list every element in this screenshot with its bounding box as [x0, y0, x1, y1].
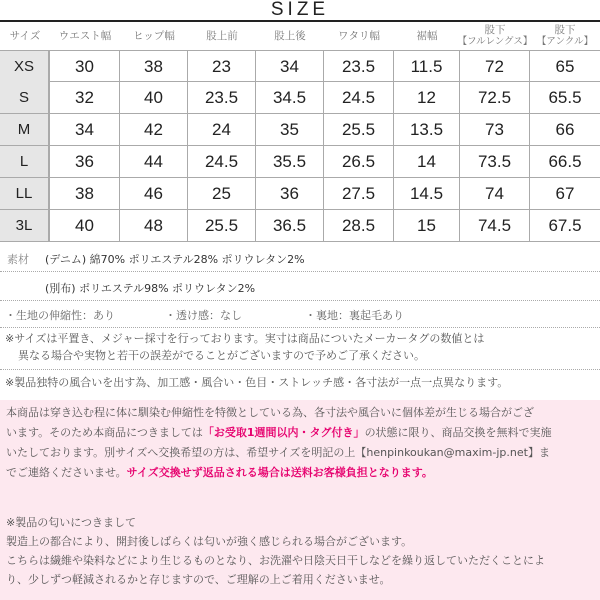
exchange-info-panel [0, 400, 600, 600]
header-label: 股上前 [206, 30, 238, 42]
text: でご連絡くださいませ。 [6, 466, 127, 479]
value-cell: 12 [394, 82, 460, 113]
exchange-condition-highlight: 「お受取1週間以内・タグ付き」 [202, 426, 365, 439]
header-inseam-ankle [530, 22, 600, 50]
value-cell: 23.5 [188, 82, 256, 113]
value-cell: 24.5 [324, 82, 394, 113]
value-cell: 35 [256, 114, 324, 145]
material-denim: (デニム) 綿70% ポリエステル28% ポリウレタン2% [45, 253, 305, 266]
value-cell: 73.5 [460, 146, 530, 177]
exchange-line2 [6, 423, 552, 442]
value-cell: 38 [120, 51, 188, 82]
table-row [0, 114, 600, 146]
value-cell: 24.5 [188, 146, 256, 177]
smell-line1: 製造上の都合により、開封後しばらくは匂いが強く感じられる場合がございます。 [6, 535, 413, 548]
value-cell: 11.5 [394, 51, 460, 82]
value-cell: 34 [256, 51, 324, 82]
header-label: ワタリ幅 [338, 30, 380, 42]
value-cell: 32 [50, 82, 120, 113]
table-row [0, 178, 600, 210]
exchange-line1: 本商品は穿き込む程に体に馴染む伸縮性を特徴としている為、各寸法や風合いに個体差が生じる場合がござ [6, 406, 534, 419]
header-inseam-full [457, 22, 533, 50]
size-table-header [0, 22, 600, 50]
value-cell: 14 [394, 146, 460, 177]
value-cell: 67.5 [548, 215, 582, 235]
value-cell: 72 [460, 51, 530, 82]
dotted-divider [0, 327, 600, 328]
value-cell: 25.5 [324, 114, 394, 145]
value-cell: 40 [50, 210, 120, 241]
value-cell: 74.5 [460, 210, 530, 241]
value-cell: 27.5 [324, 178, 394, 209]
header-size [0, 22, 50, 50]
value-cell: 23.5 [324, 51, 394, 82]
value-cell: 44 [120, 146, 188, 177]
value-cell: 13.5 [394, 114, 460, 145]
smell-line3: り、少しずつ軽減されるかと存じますので、ご理解の上ご着用くださいませ。 [6, 573, 391, 586]
value-cell: 23 [188, 51, 256, 82]
header-label: 股下 [484, 24, 506, 36]
header-back-rise [256, 22, 324, 50]
table-row [0, 146, 600, 178]
value-cell: 25.5 [188, 210, 256, 241]
size-cell: L [0, 146, 50, 177]
material-label: 素材 [7, 253, 29, 266]
smell-line2: こちらは繊維や染料などにより生じるものとなり、お洗濯や日陰天日干しなどを繰り返していただくことによ [6, 554, 545, 567]
value-cell: 40 [120, 82, 188, 113]
value-cell: 15 [394, 210, 460, 241]
header-thigh [324, 22, 394, 50]
header-label: ヒップ幅 [133, 30, 175, 42]
smell-title: ※製品の匂いにつきまして [6, 516, 136, 529]
size-cell: S [0, 82, 50, 113]
value-cell: 65 [555, 56, 575, 76]
value-cell: 74 [460, 178, 530, 209]
material-other-fabric: (別布) ポリエステル98% ポリウレタン2% [45, 282, 256, 295]
exchange-line3: いたしております。別サイズへ交換希望の方は、希望サイズを明記の上【henpinkoukan@maxim-jp.net】ま [6, 446, 550, 459]
value-cell: 24 [188, 114, 256, 145]
value-cell: 34 [50, 114, 120, 145]
value-cell: 67 [555, 183, 575, 203]
dotted-divider [0, 271, 600, 272]
value-cell: 65.5 [548, 87, 582, 107]
unique-product-note: ※製品独特の風合いを出す為、加工感・風合い・色目・ストレッチ感・各寸法が一点一点異なります。 [5, 376, 509, 389]
header-hip [120, 22, 188, 50]
value-cell: 73 [460, 114, 530, 145]
header-sublabel: 【アンクル】 [536, 36, 594, 47]
value-cell: 36.5 [256, 210, 324, 241]
value-cell: 66.5 [548, 151, 582, 171]
value-cell: 72.5 [460, 82, 530, 113]
text: います。そのため本商品につきましては [6, 426, 203, 439]
header-label: 股下 [554, 24, 576, 36]
size-cell: XS [0, 51, 50, 82]
header-label: サイズ [9, 30, 41, 42]
header-sublabel: 【フルレングス】 [457, 36, 533, 47]
property-sheerness: ・透け感：なし [165, 309, 242, 322]
value-cell: 42 [120, 114, 188, 145]
value-cell: 48 [120, 210, 188, 241]
page-title: SIZE [270, 0, 330, 20]
value-cell: 46 [120, 178, 188, 209]
size-cell: 3L [0, 210, 50, 241]
header-waist [50, 22, 120, 50]
header-hem [394, 22, 460, 50]
value-cell: 35.5 [256, 146, 324, 177]
dotted-divider [0, 300, 600, 301]
value-cell: 34.5 [256, 82, 324, 113]
text: の状態に限り、商品交換を無料で実施 [364, 426, 552, 439]
property-stretch: ・生地の伸縮性：あり [5, 309, 115, 322]
measurement-note-line1: ※サイズは平置き、メジャー採寸を行っております。実寸は商品についたメーカータグの数値とは [5, 332, 485, 345]
table-row [0, 50, 600, 82]
return-shipping-highlight: サイズ交換せず返品される場合は送料お客様負担となります。 [126, 466, 433, 479]
table-row [0, 210, 600, 242]
value-cell: 66 [555, 119, 575, 139]
value-cell: 30 [50, 51, 120, 82]
table-row [0, 82, 600, 114]
value-cell: 38 [50, 178, 120, 209]
dotted-divider [0, 369, 600, 370]
header-label: 股上後 [274, 30, 306, 42]
size-cell: M [0, 114, 50, 145]
header-label: 裾幅 [416, 30, 438, 42]
property-lining: ・裏地：裏起毛あり [305, 309, 404, 322]
size-cell: LL [0, 178, 50, 209]
measurement-note-line2: 異なる場合や実物と若干の誤差がでることがございますので予めご了承ください。 [18, 349, 425, 362]
value-cell: 28.5 [324, 210, 394, 241]
value-cell: 26.5 [324, 146, 394, 177]
value-cell: 14.5 [394, 178, 460, 209]
value-cell: 36 [256, 178, 324, 209]
header-label: ウエスト幅 [58, 30, 112, 42]
value-cell: 36 [50, 146, 120, 177]
header-front-rise [188, 22, 256, 50]
value-cell: 25 [188, 178, 256, 209]
exchange-line4 [6, 463, 433, 482]
